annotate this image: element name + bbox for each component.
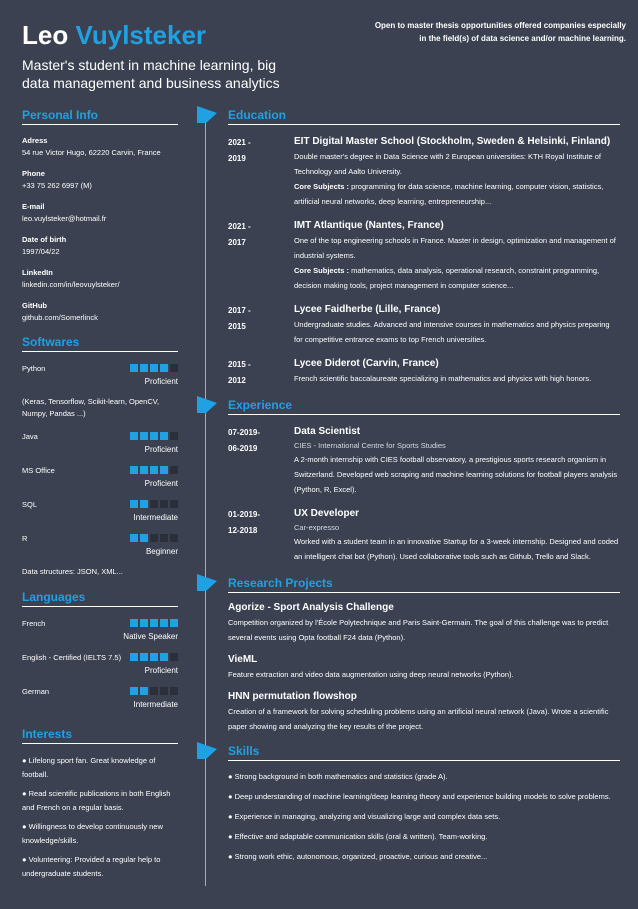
rating-bar-filled [150, 619, 158, 627]
project-list [228, 601, 620, 734]
section-rule [228, 414, 620, 415]
rating-bars [130, 432, 178, 440]
entry-date [228, 219, 272, 251]
entry-title: IMT Atlantique (Nantes, France) [294, 220, 444, 231]
skill-level: Native Speaker [123, 632, 178, 641]
projects-section [228, 574, 620, 592]
interest-list [22, 754, 178, 881]
project-desc: Competition organized by l'École Polytechnique and Paris Saint-Germain. The goal of this challenge was to predict several events using Opta football F24 data (Python). [228, 618, 609, 642]
info-value: linkedin.com/in/leovuylsteker/ [22, 280, 120, 289]
skill-note: Data structures: JSON, XML... [22, 567, 123, 576]
entry-desc: Undergraduate studies. Advanced and intensive courses in mathematics and physics preparing for competitive entrance exams to top French universities. [294, 320, 610, 344]
education-section [228, 106, 620, 124]
entry-title: UX Developer [294, 508, 360, 519]
interest-item: ● Volunteering: Provided a regular help to undergraduate students. [22, 855, 161, 878]
date-start: 06-2019 [228, 444, 258, 453]
rating-bar-empty [170, 432, 178, 440]
skill-name: German [22, 687, 50, 696]
rating-bar-filled [160, 653, 168, 661]
core-subjects [294, 263, 620, 293]
rating-bar-filled [140, 687, 148, 695]
skill-level: Intermediate [133, 700, 178, 709]
date-end: 2017 - [228, 306, 251, 315]
language-item [22, 651, 178, 685]
entry-title: EIT Digital Master School (Stockholm, Sweden & Helsinki, Finland) [294, 136, 611, 147]
interest-item: ● Lifelong sport fan. Great knowledge of football. [22, 756, 156, 779]
project-title: Agorize - Sport Analysis Challenge [228, 602, 394, 613]
rating-bars [130, 364, 178, 372]
rating-bar-filled [140, 432, 148, 440]
right-column [228, 106, 620, 871]
softwares-title: Softwares [22, 335, 80, 349]
info-label: Adress [22, 136, 48, 145]
date-start: 2019 [228, 154, 246, 163]
project-desc: Feature extraction and video data augmentation using deep neural networks (Python). [228, 670, 514, 679]
project-title: HNN permutation flowshop [228, 691, 357, 702]
rating-bar-empty [150, 500, 158, 508]
skill-level: Proficient [144, 445, 178, 454]
rating-bar-empty [170, 687, 178, 695]
rating-bar-filled [150, 466, 158, 474]
experience-title: Experience [228, 398, 293, 412]
entry-date [228, 135, 272, 167]
core-subjects-text: mathematics, data analysis, operational research, constraint programming, decision making tools, project management in computer science... [294, 266, 600, 290]
entry-body [294, 507, 620, 564]
rating-bar-filled [130, 687, 138, 695]
date-end: 2021 - [228, 222, 251, 231]
date-start: 12-2018 [228, 526, 258, 535]
section-rule [228, 760, 620, 761]
date-start: 2017 [228, 238, 246, 247]
section-marker-icon [197, 742, 217, 759]
education-list [228, 135, 620, 386]
entry-desc: Double master's degree in Data Science with 2 European universities: KTH Royal Institute of Technology and Aalto University. [294, 152, 602, 176]
section-marker-icon [197, 574, 217, 591]
project-desc: Creation of a framework for solving scheduling problems using an artificial neural network (Java). Wrote a scientific paper showing and analyzing the key results of the project. [228, 707, 609, 731]
rating-bar-empty [160, 687, 168, 695]
section-rule [228, 592, 620, 593]
date-start: 2012 [228, 376, 246, 385]
rating-bar-filled [140, 500, 148, 508]
software-list [22, 362, 178, 578]
skill-level: Intermediate [133, 513, 178, 522]
rating-bar-empty [170, 466, 178, 474]
project-title: VieML [228, 654, 258, 665]
rating-bar-empty [160, 534, 168, 542]
entry-desc: A 2-month internship with CIES football observatory, a prestigious sports research organism in Switzerland. Developed web scraping and machine learning solutions for football players analysis (Python, R, Excel). [294, 455, 618, 494]
personal-info-list [22, 135, 178, 324]
rating-bar-filled [160, 432, 168, 440]
core-subjects [294, 179, 620, 209]
skills-title: Skills [228, 744, 260, 758]
rating-bar-empty [150, 534, 158, 542]
date-end: 07-2019- [228, 428, 261, 437]
date-end: 01-2019- [228, 510, 261, 519]
experience-section [228, 396, 620, 414]
first-name: Leo [22, 20, 69, 50]
info-label: E-mail [22, 202, 45, 211]
skill-level: Proficient [144, 377, 178, 386]
rating-bar-empty [170, 500, 178, 508]
experience-list [228, 425, 620, 564]
info-label: Date of birth [22, 235, 67, 244]
last-name: Vuylsteker [75, 20, 207, 50]
skill-item: ● Effective and adaptable communication skills (oral & written). Team-working. [228, 832, 488, 841]
rating-bar-filled [130, 534, 138, 542]
entry-body [294, 219, 620, 293]
section-rule [228, 124, 620, 125]
rating-bar-filled [160, 466, 168, 474]
info-value: 54 rue Victor Hugo, 62220 Carvin, France [22, 148, 161, 157]
entry-desc: One of the top engineering schools in France. Master in design, optimization and management of industrial systems. [294, 236, 616, 260]
rating-bars [130, 466, 178, 474]
education-entry [228, 357, 620, 386]
rating-bar-filled [140, 364, 148, 372]
section-rule [22, 743, 178, 744]
personal-info-title: Personal Info [22, 108, 99, 122]
skill-name: Java [22, 432, 38, 441]
interest-item: ● Read scientific publications in both English and French on a regular basis. [22, 789, 171, 812]
skill-item: ● Experience in managing, analyzing and visualizing large and complex data sets. [228, 812, 501, 821]
section-rule [22, 606, 178, 607]
interests-title: Interests [22, 727, 73, 741]
rating-bar-filled [140, 619, 148, 627]
languages-title: Languages [22, 590, 86, 604]
skills-section [228, 742, 620, 760]
software-item [22, 430, 178, 464]
entry-body [294, 357, 620, 386]
rating-bar-filled [130, 619, 138, 627]
software-item [22, 362, 178, 396]
skill-name: French [22, 619, 46, 628]
tagline: Master's student in machine learning, big data management and business analytics [22, 57, 280, 91]
skill-note: (Keras, Tensorflow, Scikit-learn, OpenCV, Numpy, Pandas ...) [22, 397, 160, 418]
section-marker-icon [197, 396, 217, 413]
skill-name: MS Office [22, 466, 55, 475]
left-column [22, 106, 178, 886]
rating-bar-filled [140, 653, 148, 661]
skill-name: SQL [22, 500, 38, 509]
skill-name: Python [22, 364, 46, 373]
education-title: Education [228, 108, 287, 122]
info-label: Phone [22, 169, 45, 178]
entry-organization: Car-expresso [294, 523, 340, 532]
info-label: LinkedIn [22, 268, 53, 277]
section-rule [22, 351, 178, 352]
software-item [22, 498, 178, 532]
skill-level: Proficient [144, 479, 178, 488]
entry-title: Data Scientist [294, 426, 361, 437]
skill-name: R [22, 534, 28, 543]
skill-level: Beginner [145, 547, 178, 556]
section-marker-icon [197, 106, 217, 123]
rating-bars [130, 534, 178, 542]
education-entry [228, 303, 620, 347]
skill-item: ● Strong background in both mathematics and statistics (grade A). [228, 772, 448, 781]
date-end: 2021 - [228, 138, 251, 147]
core-subjects-label: Core Subjects : [294, 266, 350, 275]
core-subjects-text: programming for data science, machine learning, computer vision, statistics, artificial neural networks, deep learning, entrepreneurship... [294, 182, 604, 206]
rating-bars [130, 687, 178, 695]
info-value: github.com/Somerlinck [22, 313, 98, 322]
skill-item: ● Deep understanding of machine learning/deep learning theory and experience building models to solve problems. [228, 792, 611, 801]
projects-title: Research Projects [228, 576, 333, 590]
rating-bar-empty [170, 534, 178, 542]
entry-body [294, 303, 620, 347]
rating-bar-empty [170, 653, 178, 661]
experience-entry [228, 425, 620, 497]
rating-bar-filled [130, 500, 138, 508]
software-item [22, 532, 178, 566]
availability-note: Open to master thesis opportunities offered companies especially in the field(s) of data science and/or machine learning. [374, 21, 626, 43]
skill-name: English - Certified (IELTS 7.5) [22, 653, 122, 662]
entry-date [228, 507, 272, 539]
experience-entry [228, 507, 620, 564]
core-subjects-label: Core Subjects : [294, 182, 350, 191]
column-divider [205, 114, 206, 886]
entry-desc: French scientific baccalaureate specializing in mathematics and physics with high honors. [294, 374, 592, 383]
rating-bars [130, 653, 178, 661]
entry-date [228, 357, 272, 389]
rating-bar-filled [160, 364, 168, 372]
date-start: 2015 [228, 322, 246, 331]
language-item [22, 685, 178, 719]
rating-bar-filled [150, 653, 158, 661]
skill-list [228, 771, 620, 863]
skill-item: ● Strong work ethic, autonomous, organized, proactive, curious and creative... [228, 852, 488, 861]
info-value: 1997/04/22 [22, 247, 60, 256]
entry-date [228, 425, 272, 457]
rating-bar-empty [170, 364, 178, 372]
entry-organization: CIES - International Centre for Sports Studies [294, 441, 446, 450]
rating-bar-empty [150, 687, 158, 695]
entry-desc: Worked with a student team in an innovative Startup for a 3-week internship. Designed and coded an intelligent chat bot (Python). Used collaborative tools such as Github, Trello and Slack. [294, 537, 619, 561]
rating-bar-filled [130, 653, 138, 661]
language-item [22, 617, 178, 651]
rating-bars [130, 619, 178, 627]
info-value: +33 75 262 6997 (M) [22, 181, 92, 190]
rating-bar-filled [140, 534, 148, 542]
entry-body [294, 425, 620, 497]
rating-bar-filled [130, 466, 138, 474]
section-rule [22, 124, 178, 125]
rating-bar-filled [150, 364, 158, 372]
rating-bar-empty [160, 500, 168, 508]
info-value: leo.vuylsteker@hotmail.fr [22, 214, 107, 223]
entry-body [294, 135, 620, 209]
entry-date [228, 303, 272, 335]
info-label: GitHub [22, 301, 47, 310]
language-list [22, 617, 178, 719]
rating-bar-filled [170, 619, 178, 627]
rating-bar-filled [160, 619, 168, 627]
date-end: 2015 - [228, 360, 251, 369]
entry-title: Lycee Diderot (Carvin, France) [294, 358, 439, 369]
rating-bar-filled [130, 432, 138, 440]
entry-title: Lycee Faidherbe (Lille, France) [294, 304, 441, 315]
education-entry [228, 135, 620, 209]
skill-level: Proficient [144, 666, 178, 675]
education-entry [228, 219, 620, 293]
rating-bar-filled [140, 466, 148, 474]
interest-item: ● Willingness to develop continuously new knowledge/skills. [22, 822, 163, 845]
rating-bar-filled [130, 364, 138, 372]
rating-bars [130, 500, 178, 508]
software-item [22, 464, 178, 498]
rating-bar-filled [150, 432, 158, 440]
